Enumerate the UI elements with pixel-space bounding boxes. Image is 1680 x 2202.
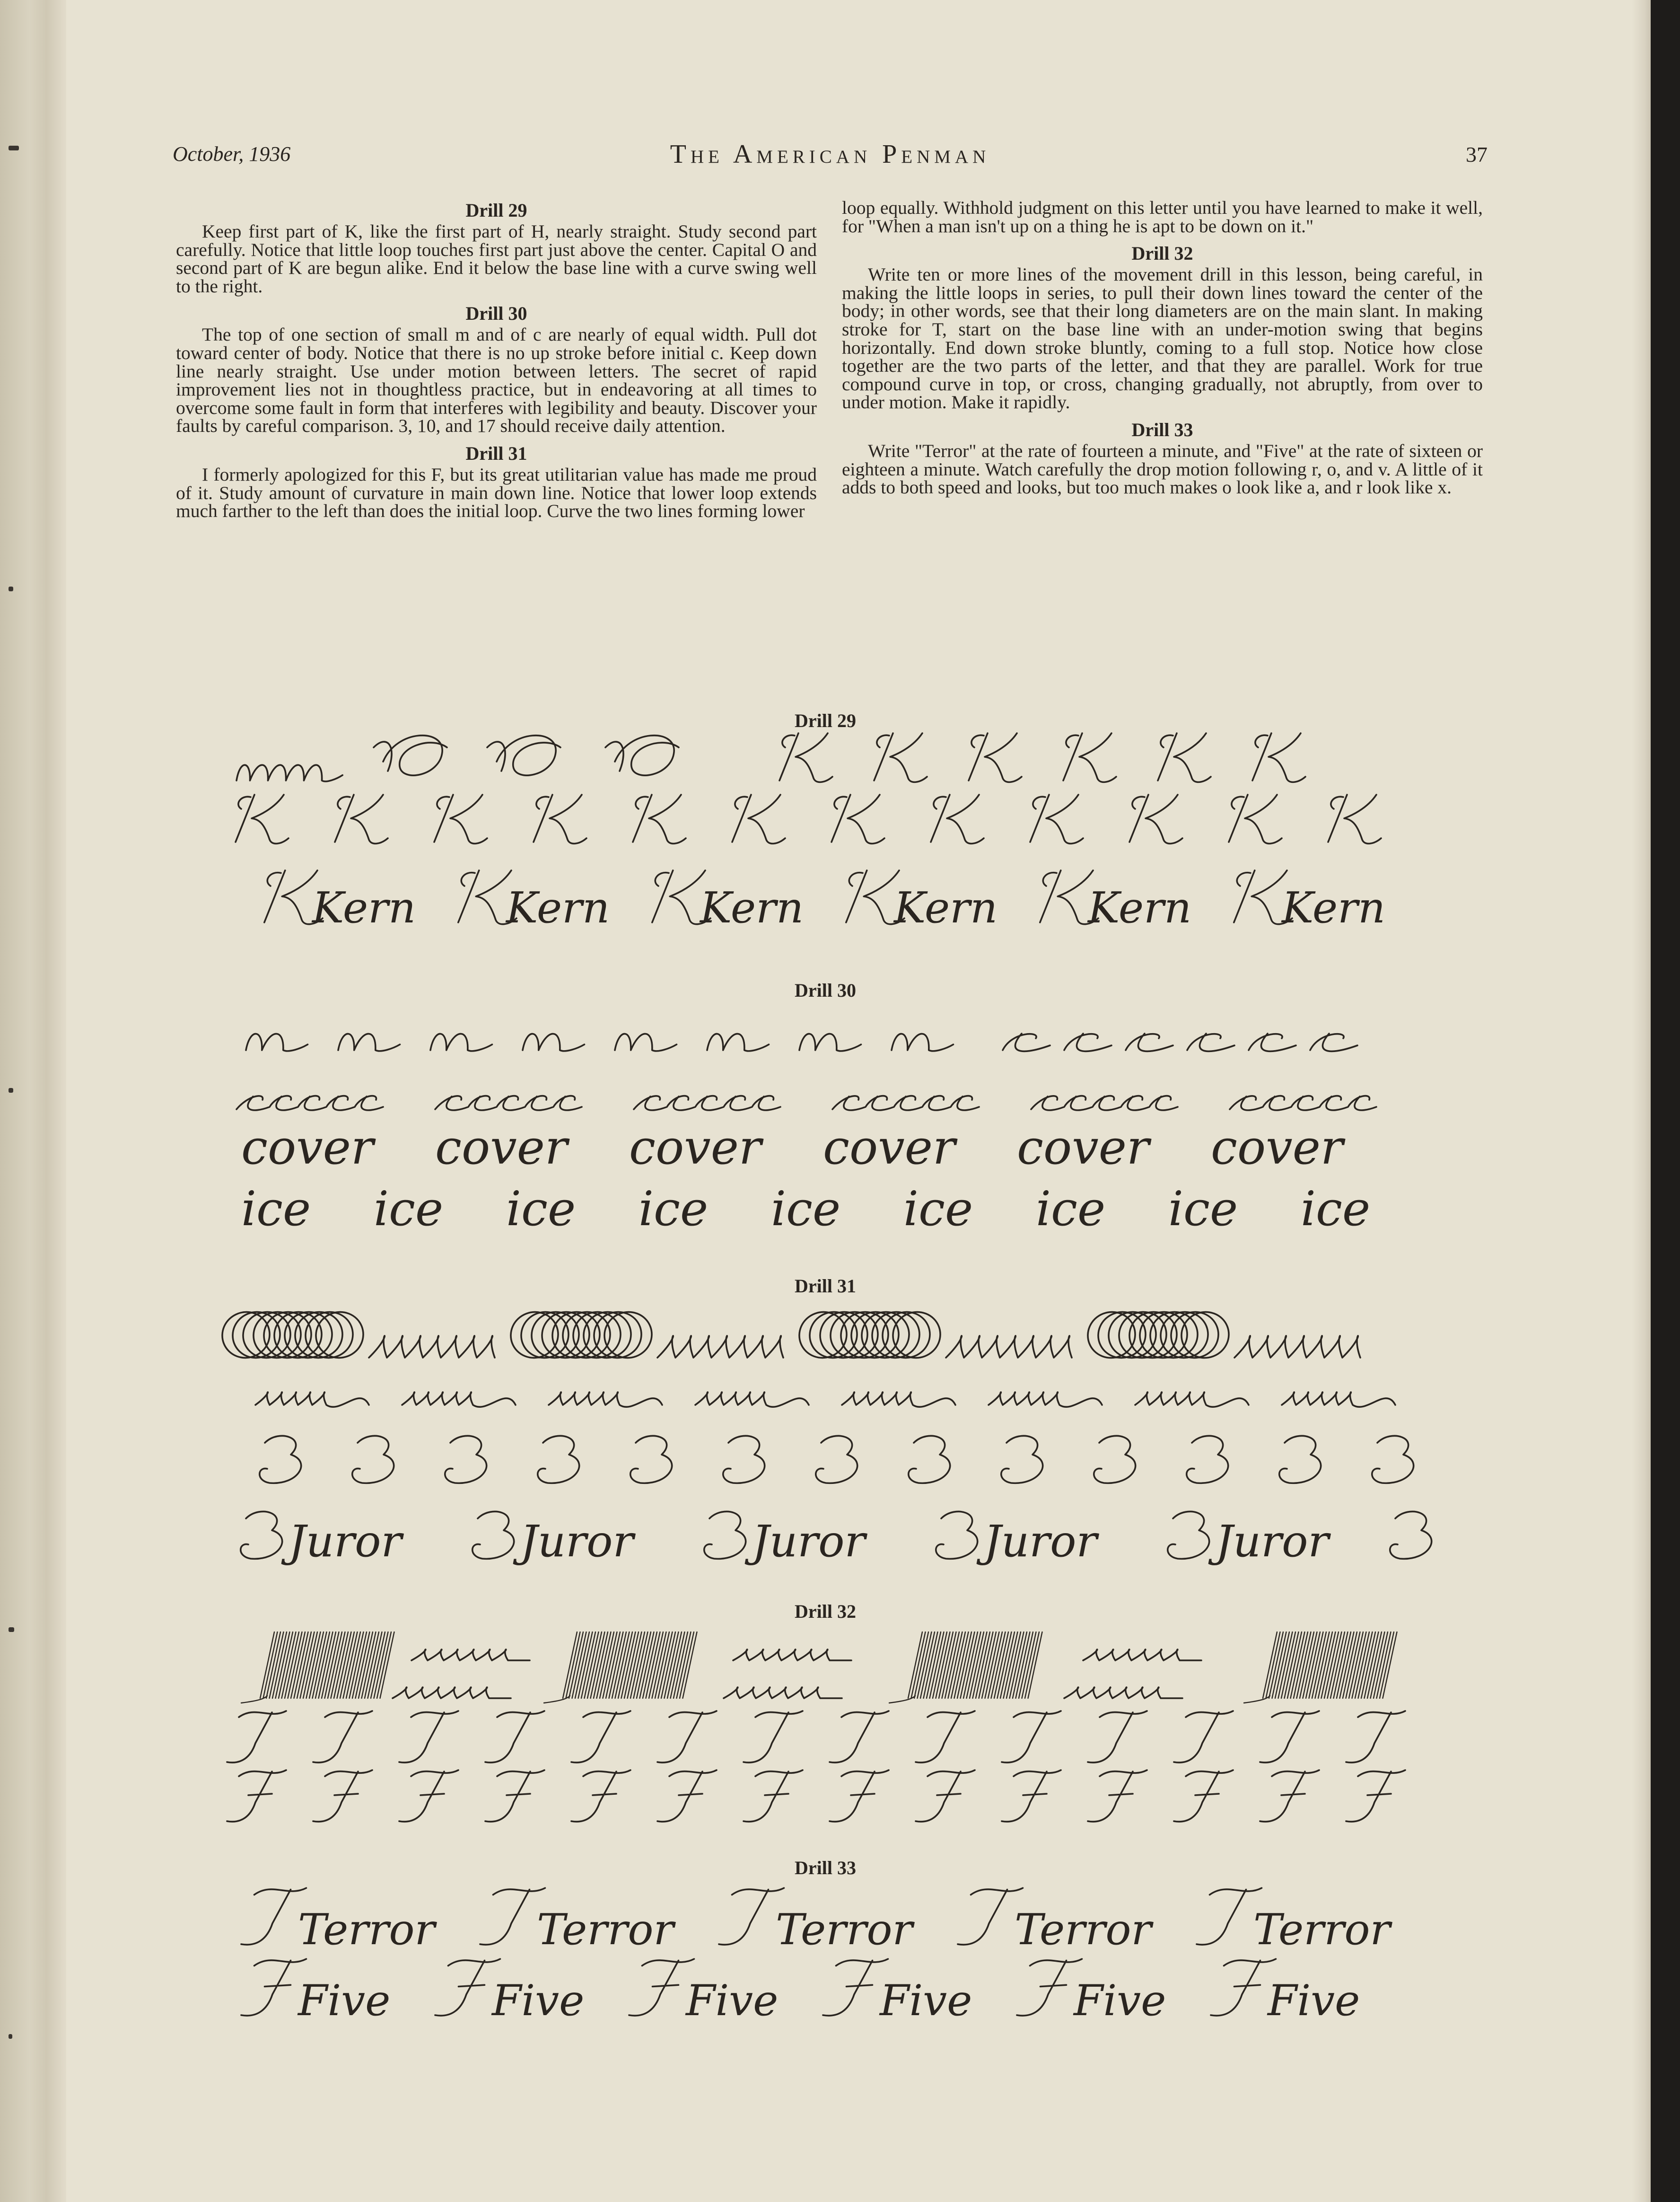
reverse-loop-drill [695,1392,809,1407]
practice-word-five: Five [298,1976,391,2026]
practice-word-ice: ice [903,1181,973,1237]
practice-word-cover: cover [629,1120,761,1175]
practice-word-cover: cover [435,1120,568,1175]
script-row [236,795,1381,843]
small-c-group [1031,1096,1178,1110]
capital-t [1346,1711,1405,1763]
section-paragraph: The top of one section of small m and of c are nearly of equal width. Pull dot toward center of body. Notice that there is no up stroke before initial c. Keep down line nearly straight. Use under motion between letters. The secret of rapid improvement lies not in thoughtless practice, but in endeavoring at all times to overcome some fault in form that interferes with legibility and beauty. Discover your faults by careful comparison. 3, 10, and 17 should receive daily attention. [176,324,817,437]
practice-word-kern: Kern [894,883,998,933]
reverse-loop-drill [842,1392,955,1407]
practice-word-juror: Juror [752,1516,866,1567]
loop-drill [393,1687,511,1698]
capital-k [779,733,832,782]
capital-o [605,736,679,775]
capital-t [227,1711,286,1763]
capital-f [823,1959,888,2016]
capital-f [485,1770,544,1822]
script-row [241,1511,1432,1567]
reverse-loop-drill [1282,1392,1395,1407]
gutter-mark [9,1627,14,1632]
section-paragraph: loop equally. Withhold judgment on this letter until you have learned to make it well, for "When a man isn't up on a thing he is apt to be down on it." [842,197,1483,237]
text-column-left [176,199,817,527]
reverse-loop-drill [255,1392,369,1407]
small-m [615,1034,677,1051]
issue-date: October, 1936 [173,142,291,166]
capital-j [352,1436,394,1483]
loop-drill [1064,1687,1182,1698]
capital-f [227,1770,286,1822]
capital-t [1002,1711,1061,1763]
practice-word-kern: Kern [506,883,610,933]
reverse-loop-drill [402,1392,516,1407]
script-row [246,1034,1357,1051]
page-number: 37 [1466,142,1488,167]
capital-t [1260,1711,1319,1763]
capital-f [830,1770,889,1822]
capital-f [916,1770,975,1822]
capital-f [435,1959,500,2016]
oval-drill [511,1312,652,1358]
practice-word-kern: Kern [312,883,416,933]
loop-drill [1234,1336,1360,1358]
section-heading: Drill 31 [465,442,527,464]
practice-word-cover: cover [1017,1120,1149,1175]
capital-f [1174,1770,1233,1822]
small-m [799,1034,861,1051]
capital-o [487,736,560,775]
script-row [264,870,1385,933]
loop-drill [369,1336,495,1358]
practice-word-ice: ice [374,1181,444,1237]
capital-k [1063,733,1116,782]
reverse-loop-drill [989,1392,1102,1407]
push-pull-drill [1244,1632,1397,1703]
practice-word-five: Five [880,1976,972,2026]
practice-word-terror: Terror [776,1905,913,1955]
practice-word-juror: Juror [984,1516,1097,1567]
script-row [241,1888,1393,1955]
capital-f [629,1959,694,2016]
script-row [222,1312,1360,1358]
capital-k [1158,733,1211,782]
capital-k [969,733,1022,782]
plate-heading: Drill 31 [795,1275,856,1297]
capital-t [480,1888,545,1945]
small-c-group [1230,1096,1376,1110]
small-c-group [236,1096,383,1110]
small-m [246,1034,308,1051]
practice-word-terror: Terror [1015,1905,1152,1955]
capital-j [1279,1436,1321,1483]
capital-j [472,1511,514,1559]
capital-t [485,1711,544,1763]
capital-f [1346,1770,1405,1822]
plate-heading: Drill 29 [795,710,856,731]
push-pull-drill [241,1632,394,1703]
capital-j [538,1436,579,1483]
capital-t [830,1711,889,1763]
small-c-group [832,1096,979,1110]
drill32-script-plate [208,1627,1466,1826]
capital-j [260,1436,301,1483]
capital-j [1372,1436,1414,1483]
push-pull-drill [889,1632,1042,1703]
practice-word-five: Five [686,1976,779,2026]
capital-t [1174,1711,1233,1763]
capital-k [1030,795,1083,843]
practice-word-juror: Juror [1216,1516,1329,1567]
section-heading: Drill 29 [465,200,527,221]
plate-heading: Drill 30 [795,980,856,1001]
script-row [241,1120,1346,1175]
capital-k [1252,733,1305,782]
practice-word-kern: Kern [700,883,804,933]
small-m-drill [236,765,342,781]
small-c [1249,1034,1296,1051]
drill33-script-plate [232,1887,1443,2029]
practice-word-juror: Juror [520,1516,634,1567]
practice-word-kern: Kern [1282,883,1386,933]
practice-word-five: Five [492,1976,585,2026]
script-row [255,1392,1395,1407]
practice-word-five: Five [1074,1976,1166,2026]
capital-j [1390,1511,1432,1559]
capital-t [571,1711,630,1763]
section-paragraph: Write "Terror" at the rate of fourteen a minute, and "Five" at the rate of sixteen or eighteen a minute. Watch carefully the drop motion following r, o, and v. A little of it adds to both speed and looks, but too much makes o look like a, and r look like x. [842,440,1483,498]
capital-k [335,795,388,843]
gutter-mark [9,1088,13,1093]
gutter-mark [9,587,13,591]
capital-f [1017,1959,1082,2016]
capital-k [732,795,785,843]
running-head [173,142,1488,180]
practice-word-ice: ice [639,1181,709,1237]
script-row [227,1770,1405,1822]
capital-k [1229,795,1282,843]
drill29-script-plate [227,733,1438,951]
capital-j [445,1436,487,1483]
capital-k [874,733,927,782]
practice-word-terror: Terror [537,1905,674,1955]
small-m [892,1034,954,1051]
capital-k [434,795,487,843]
capital-f [313,1770,372,1822]
capital-j [1187,1436,1228,1483]
script-row [241,1181,1370,1237]
oval-drill [799,1312,940,1358]
section-paragraph: Keep first part of K, like the first part of H, nearly straight. Study second part carefully. Notice that little loop touches first part just above the center. Capital O and second part of K are begun alike. End it below the base line with a curve swing well to the right. [176,221,817,297]
loop-drill [411,1649,530,1660]
capital-j [630,1436,672,1483]
gutter-mark [9,2034,12,2039]
reverse-loop-drill [549,1392,662,1407]
script-row [236,1096,1376,1110]
capital-t [241,1888,306,1945]
loop-drill [946,1336,1072,1358]
capital-f [1211,1959,1276,2016]
capital-f [744,1770,803,1822]
practice-word-ice: ice [1168,1181,1238,1237]
script-row [241,1632,1397,1703]
capital-t [657,1711,717,1763]
text-column-right [842,199,1483,503]
plate-heading: Drill 33 [795,1857,856,1878]
capital-j [1168,1511,1209,1559]
reverse-loop-drill [1135,1392,1249,1407]
capital-f [1088,1770,1147,1822]
capital-t [1197,1888,1262,1945]
section-heading: Drill 32 [1131,243,1193,264]
loop-drill [1083,1649,1201,1660]
capital-k [1129,795,1182,843]
capital-k [831,795,884,843]
practice-word-ice: ice [1036,1181,1106,1237]
capital-j [723,1436,765,1483]
capital-j [241,1511,282,1559]
capital-j [936,1511,978,1559]
script-row [260,1436,1414,1483]
section-paragraph: I formerly apologized for this F, but its great utilitarian value has made me proud of it. Study amount of curvature in main down line. Notice that lower loop extends much farther to the left than does the initial loop. Curve the two lines forming lower [176,464,817,522]
practice-word-ice: ice [771,1181,841,1237]
small-c [1064,1034,1111,1051]
script-row [241,1959,1360,2026]
oval-drill [222,1312,363,1358]
small-c [1126,1034,1173,1051]
capital-f [1260,1770,1319,1822]
capital-f [657,1770,717,1822]
capital-f [241,1959,306,2016]
capital-t [313,1711,372,1763]
small-m [338,1034,400,1051]
drill30-script-plate [236,1012,1447,1249]
journal-title: The American Penman [670,140,990,169]
small-c [1187,1034,1234,1051]
script-row [227,1711,1405,1763]
small-c [1310,1034,1357,1051]
capital-j [909,1436,950,1483]
practice-word-ice: ice [241,1181,311,1237]
practice-word-juror: Juror [289,1516,402,1567]
push-pull-drill [544,1632,697,1703]
section-heading: Drill 30 [465,303,527,325]
loop-drill [657,1336,783,1358]
capital-t [399,1711,458,1763]
section-heading: Drill 33 [1131,419,1193,440]
capital-t [1088,1711,1147,1763]
script-row [236,733,1305,782]
capital-t [958,1888,1023,1945]
capital-f [571,1770,630,1822]
capital-k [534,795,586,843]
capital-j [816,1436,858,1483]
practice-word-cover: cover [823,1120,955,1175]
small-m [707,1034,769,1051]
capital-j [704,1511,746,1559]
capital-f [1002,1770,1061,1822]
capital-t [916,1711,975,1763]
practice-word-terror: Terror [298,1905,435,1955]
capital-k [236,795,289,843]
capital-j [1001,1436,1043,1483]
gutter-mark [9,146,19,150]
capital-t [719,1888,784,1945]
capital-f [399,1770,458,1822]
loop-drill [733,1649,851,1660]
practice-word-five: Five [1268,1976,1360,2026]
practice-word-cover: cover [241,1120,374,1175]
plate-heading: Drill 32 [795,1601,856,1622]
section-paragraph: Write ten or more lines of the movement drill in this lesson, being careful, in making the little loops in series, to pull their down lines toward the center of the body; in other words, see that their long diameters are on the main slant. In making stroke for T, start on the base line with an under-motion swing that begins horizontally. End down stroke bluntly, coming to a full stop. Notice how close together are the two parts of the letter, and that they are parallel. Work for true compound curve in top, or cross, changing gradually, not abruptly, from over to under motion. Make it rapidly. [842,264,1483,413]
capital-t [744,1711,803,1763]
practice-word-ice: ice [506,1181,576,1237]
oval-drill [1088,1312,1229,1358]
small-c-group [634,1096,780,1110]
small-m [430,1034,492,1051]
small-m [523,1034,585,1051]
loop-drill [724,1687,842,1698]
capital-k [633,795,686,843]
drill31-script-plate [227,1306,1457,1570]
capital-o [374,736,447,775]
practice-word-cover: cover [1211,1120,1343,1175]
small-c [1003,1034,1050,1051]
practice-word-terror: Terror [1253,1905,1391,1955]
small-c-group [435,1096,582,1110]
capital-j [1094,1436,1136,1483]
capital-k [1328,795,1381,843]
practice-word-kern: Kern [1088,883,1192,933]
practice-word-ice: ice [1301,1181,1371,1237]
capital-k [931,795,984,843]
